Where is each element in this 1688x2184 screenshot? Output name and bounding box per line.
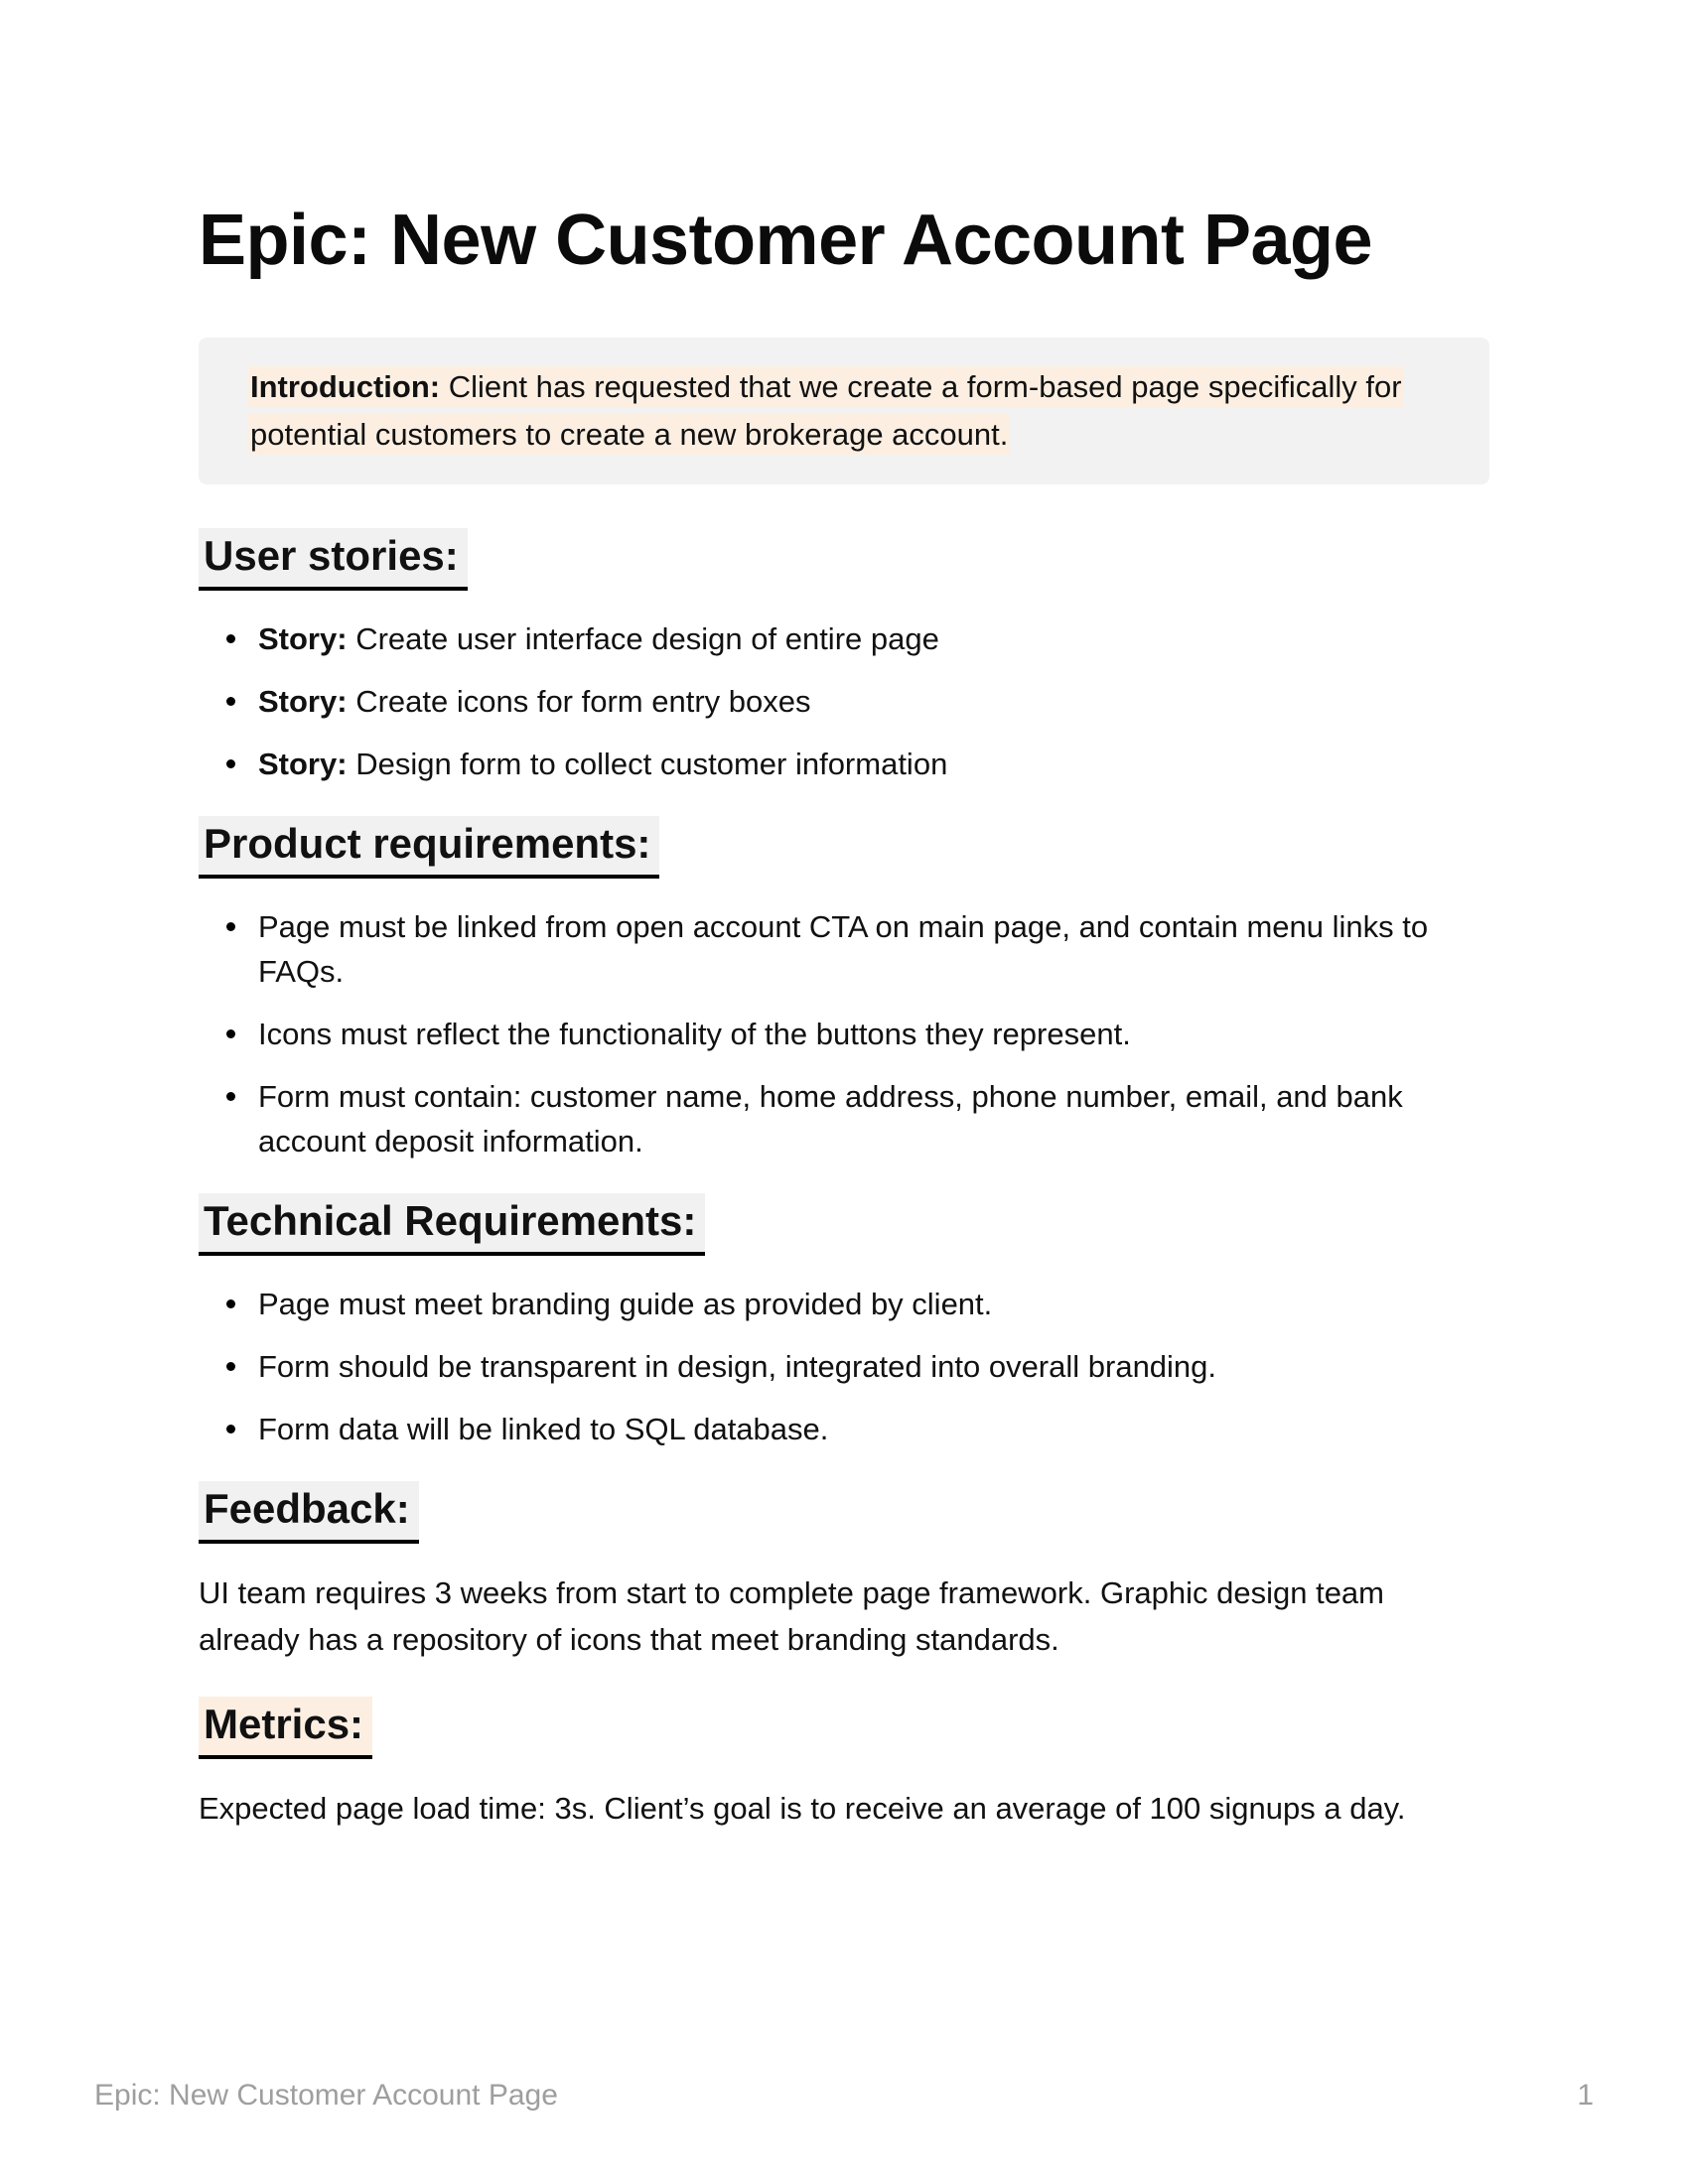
list-item-text: Page must meet branding guide as provided by client. [258,1287,993,1321]
section-feedback [199,1481,1489,1663]
user-stories-list [199,616,1489,786]
section-heading-product-requirements: Product requirements: [199,816,1489,879]
introduction-label: Introduction: [250,369,441,404]
section-heading-technical-requirements: Technical Requirements: [199,1193,1489,1256]
metrics-paragraph: Expected page load time: 3s. Client’s goal is to receive an average of 100 signups a day. [199,1791,1406,1826]
technical-requirements-list [199,1282,1489,1451]
introduction-paragraph [248,363,1440,459]
list-item [258,616,1489,661]
page-title: Epic: New Customer Account Page [199,201,1373,280]
section-technical-requirements [199,1193,1489,1451]
list-item [258,904,1489,994]
section-heading-feedback: Feedback: [199,1481,1489,1544]
list-item-text: Form must contain: customer name, home address, phone number, email, and bank account deposit information. [258,1079,1403,1159]
list-item-text: Page must be linked from open account CTA on main page, and contain menu links to FAQs. [258,909,1429,989]
list-item [258,1012,1489,1056]
section-user-stories [199,528,1489,786]
section-heading-metrics: Metrics: [199,1697,1489,1759]
list-item [258,1282,1489,1326]
list-item [258,1074,1489,1163]
story-label: Story: [258,747,348,781]
footer-page-number: 1 [1577,2079,1594,2112]
list-item [258,742,1489,786]
section-product-requirements [199,816,1489,1163]
list-item [258,1344,1489,1389]
list-item-text: Design form to collect customer information [347,747,948,781]
list-item-text: Create icons for form entry boxes [347,684,811,719]
introduction-text: Client has requested that we create a form-based page specifically for potential customers to create a new brokerage account. [250,369,1402,452]
list-item [258,679,1489,724]
list-item-text: Create user interface design of entire page [347,621,939,656]
introduction-highlight [248,366,1404,455]
story-label: Story: [258,621,348,656]
footer-document-title: Epic: New Customer Account Page [94,2079,558,2112]
list-item-text: Form should be transparent in design, integrated into overall branding. [258,1349,1217,1384]
page-footer [94,2079,1594,2113]
introduction-panel [199,338,1489,484]
list-item [258,1407,1489,1451]
section-heading-user-stories: User stories: [199,528,1489,591]
story-label: Story: [258,684,348,719]
product-requirements-list [199,904,1489,1163]
feedback-paragraph: UI team requires 3 weeks from start to complete page framework. Graphic design team already has a repository of icons that meet branding standards. [199,1575,1384,1657]
list-item-text: Form data will be linked to SQL database. [258,1412,829,1446]
section-metrics [199,1697,1489,1832]
list-item-text: Icons must reflect the functionality of the buttons they represent. [258,1017,1131,1051]
